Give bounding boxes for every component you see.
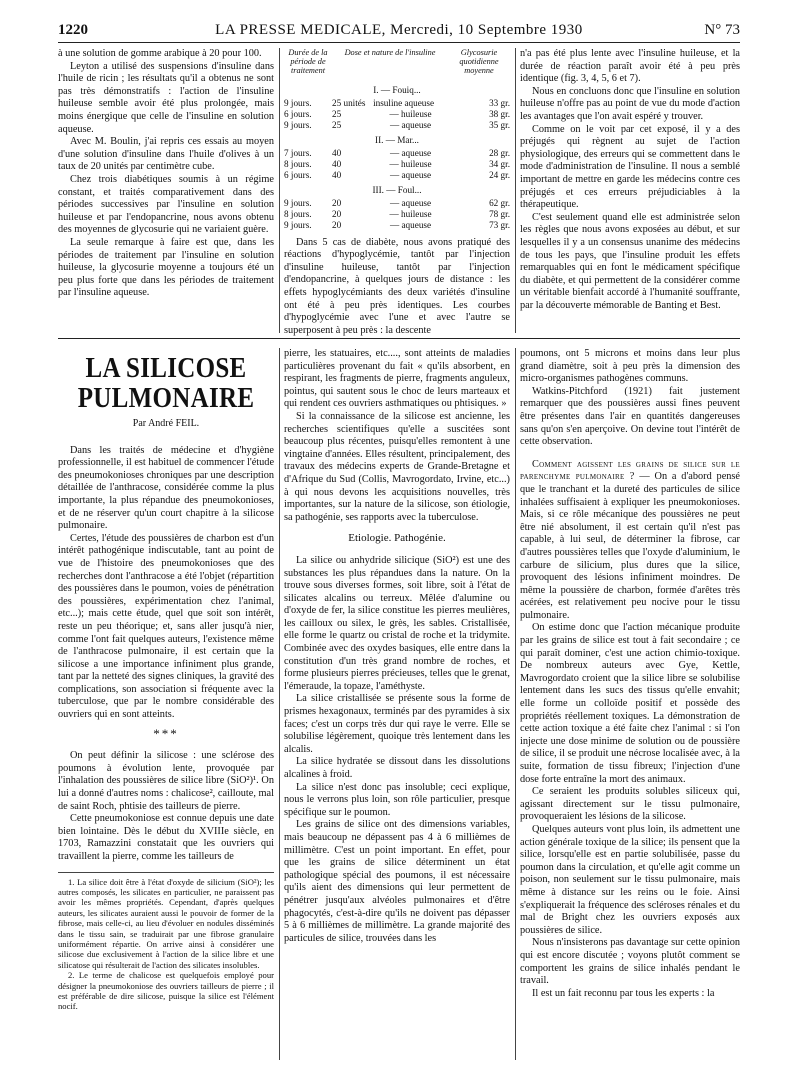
table-cell: 20	[332, 219, 342, 230]
section-divider	[58, 338, 740, 339]
paragraph: Watkins-Pitchford (1921) fait justement remarquer que des poussières aussi fines peuvent être présentes dans l'air en quantités dangereuses sans qu'on s'en aperçoive. On devine tout l'intérêt de cette observation.	[520, 385, 740, 448]
table-cell: 8 jours.	[284, 158, 312, 169]
table-cell: 35 gr.	[489, 119, 510, 130]
table-cell: 73 gr.	[489, 219, 510, 230]
column-rule	[515, 48, 516, 333]
paragraph: Avec M. Boulin, j'ai repris ces essais au moyen d'une solution d'insuline dans l'huile d'olives à un taux de 20 unités par centimètre cube.	[58, 136, 274, 173]
table-cell: 8 jours.	[284, 208, 312, 219]
column-header: Durée de la période de traitement	[288, 48, 328, 76]
article-author: Par André FEIL.	[132, 418, 200, 429]
paragraph: Cette pneumokoniose est connue depuis une date bien lointaine. Dès le début du XVIIIe siècle, en 1703, Ramazzini constatait que les ouvriers qui travaillent la pierre, comme les tailleurs de	[58, 813, 274, 862]
table-cell: 9 jours.	[284, 197, 312, 208]
table-cell: 33 gr.	[489, 97, 510, 108]
paragraph: Les grains de silice ont des dimensions variables, mais beaucoup ne dépassent pas 4 à 6 millièmes de millimètre. C'est un point important. En effet, pour que les grains de silice déterminent un état pathologique spécial des poumons, il est nécessaire qu'ils aient des dimensions qui leur permettent de pénétrer jusqu'aux alvéoles pulmonaires et d'être phagocytés, c'est-à-dire qu'ils ne doivent pas dépasser 5 à 6 millièmes de millimètre. La grande majorité des particules de silice, trouvées dans les	[284, 819, 510, 944]
table-cell: 20	[332, 208, 342, 219]
table-cell: 9 jours.	[284, 97, 312, 108]
paragraph: On peut définir la silicose : une sclérose des poumons à évolution lente, provoquée par l'inhalation des poussières de silice libre (SiO²)¹. On lui a donné d'autres noms : chalicose², cailloute, mal de saint Roch, phtisie des tailleurs de pierre.	[58, 750, 274, 812]
column-rule	[279, 348, 280, 1060]
paragraph: Chez trois diabétiques soumis à un régime constant, et traités comparativement dans des périodes successives par l'insuline en solution huileuse et par l'endopancrine, nous avons obtenu des moyennes de glycosurie qui ne variaient guère.	[58, 173, 274, 236]
page-number: 1220	[58, 22, 88, 38]
issue-number: N° 73	[704, 22, 740, 38]
paragraph: La silice ou anhydride silicique (SiO²) est une des substances les plus répandues dans la nature. On la trouve sous diverses formes, soit libre, soit à l'état de silicates alcalins ou terreux. Mêlée d'alumine ou d'oxyde de fer, la silice constitue les pierres meulières, les cailloux ou silex, le grès, les sables. Cristallisée, elle forme le quartz ou cristal de roche et la tridymite. Combinée avec des oxydes basiques, elle entre dans la constitution d'un très grand nombre de roches, et forme plusieurs pierres précieuses, telles que le grenat, l'émeraude, la topaze, l'améthyste.	[284, 554, 510, 692]
table-cell: 40	[332, 169, 342, 180]
run-in-heading: Comment agissent les grains de silice sur le parenchyme pulmonaire ?	[520, 458, 740, 483]
paragraph: n'a pas été plus lente avec l'insuline huileuse, et la durée de réaction paraît avoir été à peu près identique (fig. 3, 4, 5, 6 et 7).	[520, 48, 740, 85]
table-cell: 6 jours.	[284, 169, 312, 180]
table-row	[284, 159, 510, 170]
table-cell: 7 jours.	[284, 147, 312, 158]
column-rule	[279, 48, 280, 333]
paragraph: Nous en concluons donc que l'insuline en solution huileuse n'offre pas au point de vue du mode d'action les avantages que l'on avait espéré y trouver.	[520, 85, 740, 122]
table-cell: — aqueuse	[390, 147, 432, 158]
patient-group-label: III. — Foul...	[372, 184, 422, 195]
paragraph: On estime donc que l'action mécanique produite par les grains de silice est tout à fait secondaire ; ce qui paraît dominer, c'est une action chimio-toxique. De nombreux auteurs avec Gye, Kettle, Mavrogordato croient que la silice libre se solubilise lentement dans les sucs des tissus qu'elle envahit; elle forme un colloïde positif et possède des propriétés réellement toxiques. La démonstration de cette action toxique a été faite chez l'animal : si l'on injecte une dose minime de solution ou de poussière de silice, il se produit une nécrose localisée avec, à la suite, formation de tissu fibreux; l'injection d'une dose forte entraîne la mort des animaux.	[520, 622, 740, 785]
paragraph: La silice hydratée se dissout dans les dissolutions alcalines à froid.	[284, 756, 510, 780]
paragraph: Comme on le voit par cet exposé, il y a des préjugés qui règnent au sujet de l'action physiologique, des erreurs qui se commettent dans le mode d'administration de l'insuline. Il nous a semblé important de mettre en garde les médecins contre ces préjugés et ces erreurs préjudiciables à la thérapeutique.	[520, 123, 740, 211]
top-column-3	[520, 48, 740, 312]
paragraph: La silice n'est donc pas insoluble; ceci explique, nous le verrons plus loin, son rôle particulier, presque spécifique sur le poumon.	[284, 781, 510, 818]
paragraph: Si la connaissance de la silicose est ancienne, les recherches scientifiques qu'elle a suscitées sont beaucoup plus récentes, puisqu'elles remontent à une vingtaine d'années. Elles résultent, principalement, des travaux des médecins experts de Grande-Bretagne et d'Afrique du Sud (Collis, Mavrogordato, Irvine, etc...) à qui nous devons les acquisitions nouvelles, très importantes, sur la nature de la silicose, son étiologie, sa pathogénie, ses rapports avec la tuberculose.	[284, 410, 510, 523]
article-column-2	[284, 348, 510, 945]
table-cell: 25	[332, 108, 342, 119]
article-column-3	[520, 348, 740, 1000]
paragraph: Il est un fait reconnu par tous les experts : la	[532, 987, 715, 999]
glycosuria-table	[284, 48, 510, 231]
top-column-1	[58, 48, 274, 300]
page-header	[58, 22, 740, 43]
journal-title: LA PRESSE MEDICALE, Mercredi, 10 Septembre 1930	[215, 22, 583, 38]
table-row	[284, 170, 510, 181]
table-cell: 9 jours.	[284, 119, 312, 130]
table-row	[284, 148, 510, 159]
paragraph: pierre, les statuaires, etc...., sont atteints de maladies particulières provenant du fait « qu'ils absorbent, en respirant, les fragments de pierre, fragments anguleux, pointus, qui sautent sous le choc de leurs marteaux et qui rendent ces ouvriers asthmatiques ou phtisiques. »	[284, 348, 510, 410]
table-cell: 40	[332, 158, 342, 169]
table-cell: 6 jours.	[284, 108, 312, 119]
article-title: LA SILICOSE PULMONAIRE	[77, 352, 255, 414]
paragraph: C'est seulement quand elle est administrée selon les règles que nous avons exposées au début, et sur lesquelles il y a un consensus unanime des médecins de tous les pays, que l'insuline produit les effets remarquables qui en font le médicament spécifique du diabète, et qui permettent de la considérer comme un véritable bienfait accordé à l'humanité souffrante, par la découverte mémorable de Banting et Best.	[520, 211, 740, 311]
table-cell: — huileuse	[389, 108, 432, 119]
table-row	[284, 109, 510, 120]
table-cell: 9 jours.	[284, 219, 312, 230]
table-cell: 28 gr.	[489, 147, 510, 158]
table-row	[284, 220, 510, 231]
table-cell: — huileuse	[389, 158, 432, 169]
paragraph	[520, 459, 740, 623]
paragraph: Certes, l'étude des poussières de charbon est d'un intérêt pathogénique indiscutable, tant au point de vue de l'histoire des pneumokonioses que des recherches dont l'anthracose a été l'objet (répartition des poussières dans le poumon, voies de pénétration des poussières, expérimentation chez l'animal, etc...); mais cette étude, quel que soit son intérêt, reste un peu théorique; et, sans aller jusqu'à nier, comme l'ont fait quelques auteurs, l'existence même de l'anthracose pulmonaire, il est certain que la silicose a une importance infiniment plus grande, tant par la netteté des signes cliniques, la gravité des complications, son association si fréquente avec la tuberculose, que par le nombre considérable des ouvriers qui en sont atteints.	[58, 532, 274, 721]
section-stars: ***	[153, 725, 179, 741]
paragraph: Ce seraient les produits solubles siliceux qui, agissant directement sur le tissu pulmonaire, provoqueraient les lésions de la silicose.	[520, 786, 740, 823]
section-heading: Etiologie. Pathogénie.	[348, 532, 446, 545]
article-column-1	[58, 348, 274, 1012]
patient-group-label: I. — Fouiq...	[373, 84, 421, 95]
paragraph: poumons, ont 5 microns et moins dans leur plus grand diamètre, soit à peu près la dimension des micro-organismes pathogènes communs.	[520, 348, 740, 385]
column-header: Glycosurie quotidienne moyenne	[459, 48, 499, 76]
table-cell: 25	[332, 119, 342, 130]
paragraph: La seule remarque à faire est que, dans les périodes de traitement par l'insuline en solution huileuse, la glycosurie moyenne a toujours été un peu plus forte que dans les périodes de traitement par l'insuline aqueuse.	[58, 236, 274, 299]
footnote: 1. La silice doit être à l'état d'oxyde de silicium (SiO²); les autres composés, les silicates en particulier, ne paraissent pas avoir les mêmes propriétés. Cependant, d'après quelques auteurs, les silicates auraient aussi le pouvoir de former de la fibrose, mais celle-ci, au lieu d'évoluer en nodules disséminés dans le tissu sain, se traduirait par une fibrose granulaire uniformément répartie. On arrive ainsi à considérer une silicose due exclusivement à l'action de la silice libre et une silicatose qui résulterait de l'action des silicates insolubles.	[58, 876, 274, 970]
column-header: Dose et nature de l'insuline	[344, 48, 436, 57]
table-row	[284, 98, 510, 109]
paragraph: Dans les traités de médecine et d'hygiène professionnelle, il est habituel de commencer l'étude des pneumokonioses chroniques par une description détaillée de l'anthracose, considérée comme la plus importante, la plus répandue des pneumokonioses, et de ne réserver qu'un court chapitre à la silicose pulmonaire.	[58, 444, 275, 532]
table-header-row	[284, 48, 510, 81]
footnotes	[58, 872, 274, 1012]
footnote: 2. Le terme de chalicose est quelquefois employé pour désigner la pneumokoniose des ouvriers tailleurs de pierre ; il est préférable de dire silicose, puisque la silice est l'élément nocif.	[58, 970, 274, 1012]
table-cell: 78 gr.	[489, 208, 510, 219]
table-cell: 20	[332, 197, 342, 208]
table-cell: — huileuse	[389, 208, 432, 219]
table-cell: 40	[332, 147, 342, 158]
table-cell: 34 gr.	[489, 158, 510, 169]
paragraph: Dans 5 cas de diabète, nous avons pratiqué des réactions d'hypoglycémie, tantôt par l'injection d'insuline huileuse, tantôt par l'injection d'endopancrine, à quelques jours de distance : les effets hypoglycémiants des deux variétés d'insuline ont été à peu près identiques. Les courbes d'hypoglycémie avec l'une et avec l'autre se superposent à peu près : la descente	[284, 236, 510, 336]
table-cell: 25 unités	[332, 97, 366, 108]
paragraph-text: — On a d'abord pensé que le tranchant et la dureté des particules de silice inhalées suffisaient à expliquer les pneumokonioses. Mais, si ce rôle mécanique des poussières ne peut être nié absolument, il est certain qu'il n'est pas capable, à lui seul, de déterminer la fibrose, car d'autres poussières telles que l'oxyde d'aluminium, le carbure de silicium, plus dures que la silice, provoquent des lésions infiniment moindres. De même la poussière de charbon, formée d'arêtes très acérées, est relativement peu nocive pour le tissu pulmonaire.	[520, 471, 741, 621]
table-cell: — aqueuse	[390, 119, 432, 130]
table-cell: insuline aqueuse	[373, 97, 435, 108]
table-cell: — aqueuse	[390, 219, 432, 230]
patient-group-label: II. — Mar...	[375, 134, 419, 145]
column-rule	[515, 348, 516, 1060]
table-cell: 24 gr.	[489, 169, 510, 180]
table-cell: — aqueuse	[390, 169, 432, 180]
paragraph: La silice cristallisée se présente sous la forme de prismes hexagonaux, terminés par des pyramides à six faces; c'est un corps très dur qui raye le verre. Elle se solubilise légèrement, quoique très lentement dans les alcalis.	[284, 693, 510, 755]
table-cell: — aqueuse	[390, 197, 432, 208]
table-cell: 62 gr.	[489, 197, 510, 208]
paragraph: à une solution de gomme arabique à 20 pour 100.	[58, 48, 262, 59]
table-row	[284, 209, 510, 220]
paragraph: Nous n'insisterons pas davantage sur cette opinion qui est encore discutée ; voyons plutôt comment se comportent les grains de silice inhalés pendant le travail.	[520, 937, 740, 987]
table-row	[284, 198, 510, 209]
top-column-2	[284, 48, 510, 337]
paragraph: Leyton a utilisé des suspensions d'insuline dans l'huile de ricin ; les résultats qu'il a obtenus ne sont pas très démonstratifs : l'action de l'insuline huileuse semble avoir été plus prolongée, mais moins énergique que celle de l'insuline en solution aqueuse.	[58, 60, 274, 135]
table-row	[284, 120, 510, 131]
paragraph: Quelques auteurs vont plus loin, ils admettent une action générale toxique de la silice; ils pensent que la silice, lorsqu'elle est en partie solubilisée, passe du poumon dans la circulation, et qu'elle agit comme un poison, non seulement sur le tissu pulmonaire, mais même à distance sur les reins ou le foie. Ainsi s'expliquerait la fréquence des scléroses rénales et du mal de Bright chez les ouvriers exposés aux poussières de silice.	[520, 823, 740, 936]
table-cell: 38 gr.	[489, 108, 510, 119]
